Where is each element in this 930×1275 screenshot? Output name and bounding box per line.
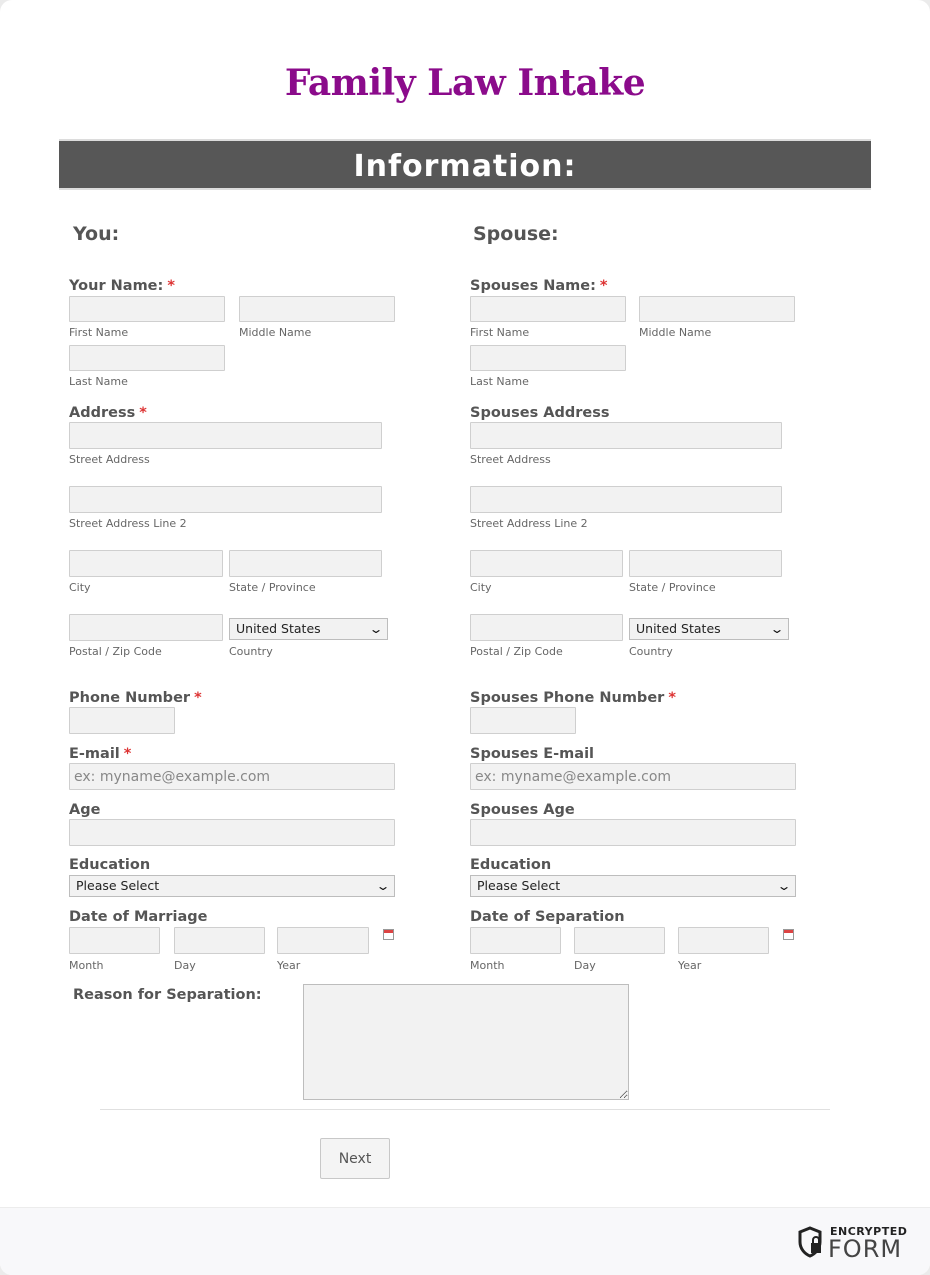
address-label: Address * xyxy=(69,405,147,421)
spouse-education-label: Education xyxy=(470,857,552,873)
marriage-month-input[interactable] xyxy=(69,927,160,954)
city-sublabel: City xyxy=(69,581,91,594)
spouse-age-label: Spouses Age xyxy=(470,802,575,818)
street-address-sublabel: Street Address xyxy=(470,453,551,466)
spouse-middle-name-input[interactable] xyxy=(639,296,795,322)
date-of-marriage-label: Date of Marriage xyxy=(69,909,208,925)
separation-day-input[interactable] xyxy=(574,927,665,954)
marriage-year-input[interactable] xyxy=(277,927,369,954)
your-name-label: Your Name: * xyxy=(69,278,175,294)
last-name-sublabel: Last Name xyxy=(470,375,529,388)
street-address-2-sublabel: Street Address Line 2 xyxy=(69,517,187,530)
your-last-name-input[interactable] xyxy=(69,345,225,371)
spouse-heading: Spouse: xyxy=(473,223,559,245)
required-marker: * xyxy=(167,278,175,294)
spouse-email-label: Spouses E-mail xyxy=(470,746,595,762)
phone-label: Phone Number * xyxy=(69,690,202,706)
your-city-input[interactable] xyxy=(69,550,223,577)
reason-textarea[interactable] xyxy=(303,984,629,1100)
separation-month-input[interactable] xyxy=(470,927,561,954)
required-marker: * xyxy=(599,278,608,294)
spouse-education-select[interactable]: Please Select ⌄ xyxy=(470,875,796,897)
spouse-last-name-input[interactable] xyxy=(470,345,626,371)
day-sublabel: Day xyxy=(174,959,196,972)
middle-name-sublabel: Middle Name xyxy=(239,326,312,339)
spouse-city-input[interactable] xyxy=(470,550,623,577)
chevron-down-icon: ⌄ xyxy=(769,622,785,636)
spouse-email-input[interactable] xyxy=(470,763,796,790)
spouse-first-name-input[interactable] xyxy=(470,296,626,322)
calendar-icon[interactable] xyxy=(783,929,794,940)
your-education-select[interactable]: Please Select ⌄ xyxy=(69,875,395,897)
spouse-phone-label: Spouses Phone Number * xyxy=(470,690,676,706)
your-country-select[interactable]: United States ⌄ xyxy=(229,618,388,640)
month-sublabel: Month xyxy=(69,959,104,972)
spouse-state-input[interactable] xyxy=(629,550,782,577)
your-state-input[interactable] xyxy=(229,550,382,577)
your-postal-input[interactable] xyxy=(69,614,223,641)
street-address-2-sublabel: Street Address Line 2 xyxy=(470,517,588,530)
calendar-icon[interactable] xyxy=(383,929,394,940)
section-header: Information: xyxy=(59,139,871,190)
street-address-sublabel: Street Address xyxy=(69,453,150,466)
spouse-country-select[interactable]: United States ⌄ xyxy=(629,618,789,640)
first-name-sublabel: First Name xyxy=(470,326,530,339)
state-sublabel: State / Province xyxy=(629,581,716,594)
spouse-postal-input[interactable] xyxy=(470,614,623,641)
country-sublabel: Country xyxy=(229,645,273,658)
email-label: E-mail * xyxy=(69,746,132,762)
your-first-name-input[interactable] xyxy=(69,296,225,322)
chevron-down-icon: ⌄ xyxy=(375,879,391,893)
spouse-age-input[interactable] xyxy=(470,819,796,846)
footer xyxy=(0,1207,930,1275)
spouse-phone-input[interactable] xyxy=(470,707,576,734)
divider xyxy=(100,1109,830,1110)
form-title: Family Law Intake xyxy=(284,62,646,104)
state-sublabel: State / Province xyxy=(229,581,316,594)
day-sublabel: Day xyxy=(574,959,596,972)
reason-label: Reason for Separation: xyxy=(73,987,262,1003)
spouse-name-label: Spouses Name: * xyxy=(470,278,608,294)
your-street-address-2-input[interactable] xyxy=(69,486,382,513)
your-phone-input[interactable] xyxy=(69,707,175,734)
education-label: Education xyxy=(69,857,151,873)
month-sublabel: Month xyxy=(470,959,505,972)
logo-top-text: ENCRYPTED xyxy=(830,1225,908,1238)
year-sublabel: Year xyxy=(277,959,301,972)
chevron-down-icon: ⌄ xyxy=(776,879,792,893)
spouse-street-address-input[interactable] xyxy=(470,422,782,449)
year-sublabel: Year xyxy=(678,959,702,972)
required-marker: * xyxy=(139,405,147,421)
encrypted-form-logo xyxy=(798,1225,908,1261)
next-button[interactable]: Next xyxy=(320,1138,390,1179)
middle-name-sublabel: Middle Name xyxy=(639,326,712,339)
date-of-separation-label: Date of Separation xyxy=(470,909,625,925)
last-name-sublabel: Last Name xyxy=(69,375,128,388)
chevron-down-icon: ⌄ xyxy=(368,622,384,636)
age-label: Age xyxy=(69,802,101,818)
postal-sublabel: Postal / Zip Code xyxy=(69,645,162,658)
spouse-address-label: Spouses Address xyxy=(470,405,610,421)
required-marker: * xyxy=(668,690,676,706)
lock-shield-icon xyxy=(798,1226,822,1258)
marriage-day-input[interactable] xyxy=(174,927,265,954)
your-age-input[interactable] xyxy=(69,819,395,846)
spouse-street-address-2-input[interactable] xyxy=(470,486,782,513)
required-marker: * xyxy=(123,746,132,762)
first-name-sublabel: First Name xyxy=(69,326,129,339)
your-middle-name-input[interactable] xyxy=(239,296,395,322)
your-street-address-input[interactable] xyxy=(69,422,382,449)
city-sublabel: City xyxy=(470,581,492,594)
you-heading: You: xyxy=(73,223,120,245)
your-email-input[interactable] xyxy=(69,763,395,790)
required-marker: * xyxy=(194,690,202,706)
logo-bottom-text: FORM xyxy=(828,1235,903,1263)
separation-year-input[interactable] xyxy=(678,927,769,954)
postal-sublabel: Postal / Zip Code xyxy=(470,645,563,658)
country-sublabel: Country xyxy=(629,645,673,658)
